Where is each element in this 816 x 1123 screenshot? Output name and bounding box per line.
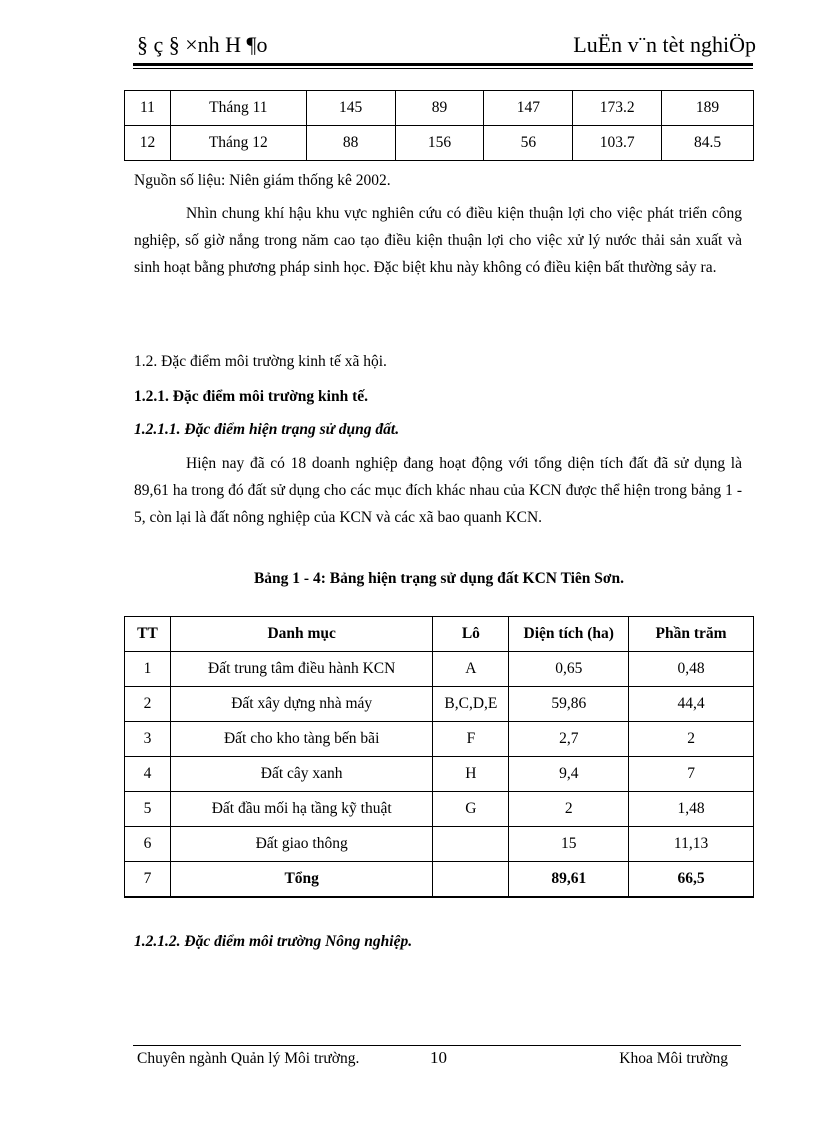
header-left-text: § ç § ×nh H ¶o [137,32,268,57]
table-cell: 0,48 [629,652,754,687]
table-row [125,126,754,161]
table-cell: G [433,792,509,827]
header-right-text: LuËn v¨n tèt nghiÖp [573,32,756,57]
table-cell: 3 [125,722,171,757]
column-header-percent: Phần trăm [629,617,754,652]
table-cell: 2 [509,792,629,827]
table-cell: Đất giao thông [170,827,432,862]
table-row [125,792,754,827]
table-cell-total-percent: 66,5 [629,862,754,898]
table-cell: 1,48 [629,792,754,827]
column-header-lot: Lô [433,617,509,652]
footer-left-text: Chuyên ngành Quản lý Môi trường. [137,1050,360,1067]
table-caption: Bảng 1 - 4: Bảng hiện trạng sử dụng đất KCN Tiên Sơn. [253,570,625,587]
table-cell: 9,4 [509,757,629,792]
table-cell: 189 [662,91,754,126]
table-row [125,757,754,792]
header-divider-thin [133,68,753,69]
table-cell: 4 [125,757,171,792]
page-number: 10 [430,1048,447,1067]
table-total-row [125,862,754,898]
body-paragraph-climate: Nhìn chung khí hậu khu vực nghiên cứu có điều kiện thuận lợi cho việc phát triển công nghiệp, số giờ nắng trong năm cao tạo điều kiện thuận lợi cho việc xử lý nước thải sản xuất và sinh hoạt bằng phương pháp sinh học. Đặc biệt khu này không có điều kiện bất thường sảy ra. [134,205,742,276]
section-heading-1-2-1: 1.2.1. Đặc điểm môi trường kinh tế. [134,388,369,405]
table-header-row [125,617,754,652]
footer-divider [133,1045,741,1046]
table-cell: 6 [125,827,171,862]
table-cell: Tháng 12 [170,126,306,161]
table-cell: 88 [306,126,395,161]
table-cell: Đất cây xanh [170,757,432,792]
table-cell: Đất xây dựng nhà máy [170,687,432,722]
table-row [125,687,754,722]
header-divider [133,63,753,66]
table-cell: 2 [125,687,171,722]
table-cell: H [433,757,509,792]
table-cell: 156 [395,126,484,161]
land-use-table [124,616,754,898]
body-paragraph-land-use: Hiện nay đã có 18 doanh nghiệp đang hoạt động với tổng diện tích đất đã sử dụng là 89,61 ha trong đó đất sử dụng cho các mục đích khác nhau của KCN được thể hiện trong bảng 1 - 5, còn lại là đất nông nghiệp của KCN và các xã bao quanh KCN. [134,455,742,526]
table-cell: 84.5 [662,126,754,161]
table-cell: 56 [484,126,573,161]
table-cell [433,862,509,898]
section-heading-1-2: 1.2. Đặc điểm môi trường kinh tế xã hội. [134,353,387,370]
table-cell-total-area: 89,61 [509,862,629,898]
table-cell: Đất trung tâm điều hành KCN [170,652,432,687]
table-cell: 145 [306,91,395,126]
section-heading-1-2-1-1: 1.2.1.1. Đặc điểm hiện trạng sử dụng đất. [134,421,400,438]
table-cell: Đất đầu mối hạ tầng kỹ thuật [170,792,432,827]
table-cell: 12 [125,126,171,161]
table-cell: 7 [125,862,171,898]
table-cell: 44,4 [629,687,754,722]
table-cell: 2 [629,722,754,757]
table-cell: 147 [484,91,573,126]
table-cell: 7 [629,757,754,792]
column-header-tt: TT [125,617,171,652]
table-cell-total-label: Tổng [170,862,432,898]
table-cell: 11 [125,91,171,126]
table-cell: Tháng 11 [170,91,306,126]
climate-table [124,90,754,161]
table-cell: 2,7 [509,722,629,757]
column-header-category: Danh mục [170,617,432,652]
footer-right-text: Khoa Môi trường [619,1050,728,1067]
table-cell: 89 [395,91,484,126]
column-header-area: Diện tích (ha) [509,617,629,652]
source-note: Nguồn số liệu: Niên giám thống kê 2002. [134,172,391,189]
table-row [125,91,754,126]
table-cell: Đất cho kho tàng bến bãi [170,722,432,757]
table-cell: 103.7 [573,126,662,161]
table-cell: 15 [509,827,629,862]
table-row [125,827,754,862]
table-cell: 59,86 [509,687,629,722]
table-cell: F [433,722,509,757]
table-cell: A [433,652,509,687]
table-cell: 1 [125,652,171,687]
table-cell: 5 [125,792,171,827]
table-row [125,652,754,687]
table-cell: 173.2 [573,91,662,126]
table-cell: 0,65 [509,652,629,687]
table-cell: B,C,D,E [433,687,509,722]
section-heading-1-2-1-2: 1.2.1.2. Đặc điểm môi trường Nông nghiệp. [134,933,413,950]
table-row [125,722,754,757]
table-cell [433,827,509,862]
table-cell: 11,13 [629,827,754,862]
